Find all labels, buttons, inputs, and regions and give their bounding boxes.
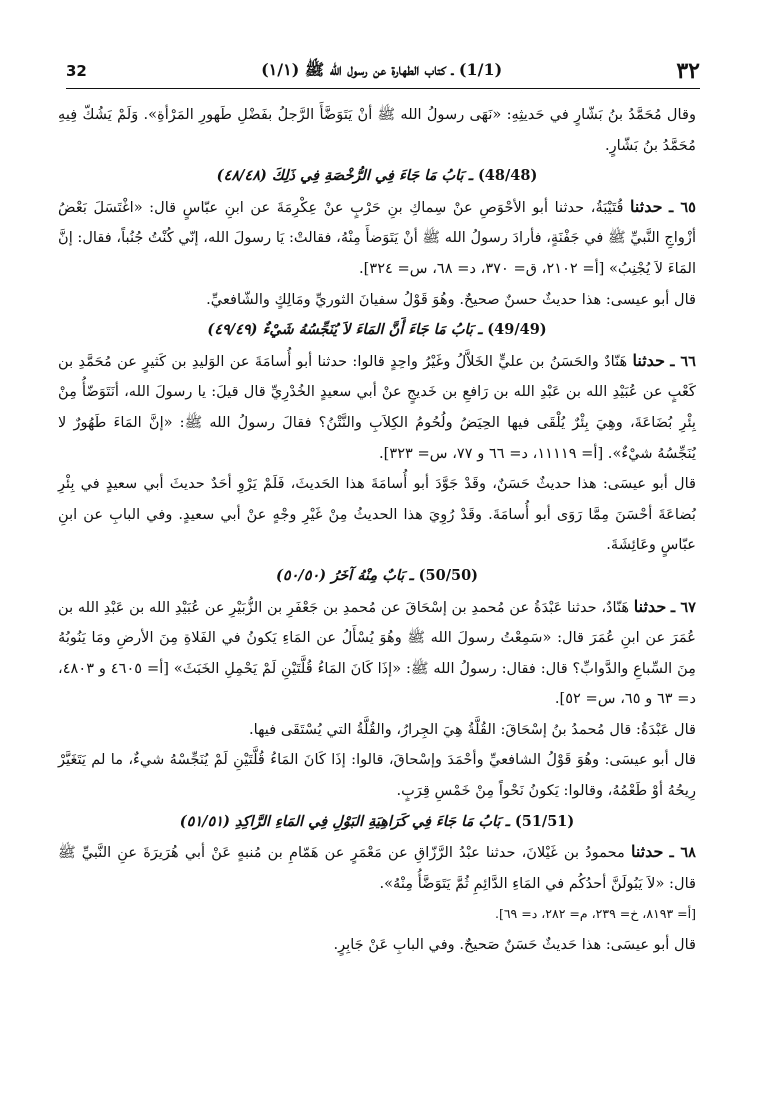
hadith-lead-word: حدثنا (632, 350, 665, 370)
chapter-heading (58, 161, 696, 192)
chapter-title: ـ بَابُ مَا جَاءَ أَنَّ المَاءَ لاَ يُنَجِّسُهُ شَيْءٌ (٤٩/٤٩) (207, 321, 483, 339)
chapter-number-latin: (51/51) (514, 812, 575, 830)
commentary-paragraph: قال أبو عيسَى: وهُوَ قَوْلُ الشافعيِّ وأحْمَدَ وإسْحاقَ، قالوا: إذَا كَانَ المَاءُ قُلَّتَيْنِ لَمْ يُنَجِّسْهُ شيءٌ، ما لم يَتَغَيَّرْ رِيحُهُ أوْ طَعْمُهُ، وقالوا: يَكونُ نَحْواً مِنْ خَمْسِ قِرَبٍ. (58, 751, 696, 800)
hadith-lead-word: حدثنا (633, 596, 667, 616)
hadith-number: ٦٧ ـ (670, 598, 696, 616)
chapter-heading (58, 315, 696, 346)
hadith-paragraph (58, 837, 696, 899)
hadith-paragraph (58, 346, 696, 469)
hadith-text: هَنّادٌ والحَسَنُ بن عليٍّ الخَلاَّلُ وغَيْرُ واحِدٍ قالوا: حدثنا أبو أُسامَةَ عن الوَليدِ بن كَثيرٍ عن مُحَمَّدِ بن كَعْبٍ عن عُبَيْدِ الله بن عَبْدِ الله بن رَافعِ بن خَديجٍ عنْ أبي سعيدٍ الخُدْرِيِّ قال قيلَ: يا رسولَ الله، أنَتَوَضّأُ مِنْ بِئْرِ بُضَاعَةَ، وهِيَ بِئْرٌ يُلْقَى فيها الحِيَضُ ولُحُومُ الكِلاَبِ والنَّتْنُ؟ فقالَ رسولُ الله ﷺ: «إنَّ المَاءَ طَهُورٌ لا يُنَجِّسُهُ شيْءٌ». [أ= ١١١١٩، د= ٦٦ و ٧٧، س= ٣٢٣]. (58, 352, 696, 462)
page-body (58, 100, 696, 1081)
chapter-number-latin: (49/49) (487, 321, 547, 339)
commentary-paragraph: قال أبو عيسَى: هذا حَديثٌ حَسَنٌ صَحيحٌ. وفي البابِ عَنْ جَابِرٍ. (333, 936, 696, 954)
hadith-lead-word: حدثنا (630, 842, 664, 862)
commentary-paragraph: قال أبو عيسى: هذا حديثٌ حسنٌ صحيحٌ. وهُوَ قَوْلُ سفيانَ الثوريِّ ومَالِكٍ والشّافعيِّ. (206, 290, 696, 308)
hadith-number: ٦٦ ـ (670, 352, 697, 370)
chapter-title: ـ بَابٌ مِنْهُ آخَرُ (٥٠/٥٠) (275, 566, 414, 584)
running-title: (1/1) ـ كتاب الطهارة عن رسول الله ﷺ (١/١) (261, 59, 503, 79)
reference-line: [أ= ٨١٩٣، خ= ٢٣٩، م= ٢٨٢، د= ٦٩]. (494, 906, 696, 922)
chapter-title: ـ بَابُ مَا جَاءَ فِي الرُّخْصَةِ فِي ذَلِكَ (٤٨/٤٨) (216, 167, 473, 185)
paragraph: وقال مُحَمَّدُ بنُ بَشّارٍ في حَديثِهِ: «نَهَى رسولُ الله ﷺ أنْ يَتَوَضَّأَ الرَّجلُ بفَضْلِ طَهورِ المَرْأةِ». وَلَمْ يَشُكّ فِيهِ مُحَمَّدُ بنُ بَشّارٍ. (58, 106, 696, 154)
hadith-paragraph (58, 192, 696, 285)
chapter-number-latin: (50/50) (418, 566, 479, 584)
chapter-title: ـ بَابُ مَا جَاءَ فِي كَرَاهِيَةِ البَوْلِ فِي المَاءِ الرَّاكِدِ (٥١/٥١) (179, 812, 510, 830)
hadith-text: محمودُ بن غَيْلانَ، حدثنا عبْدُ الرَّزّاقِ عن مَعْمَرٍ عن هَمّامِ بن مُنبهٍ عَنْ أبي هُرَيرَةَ عنِ النَّبيِّ ﷺ قال: «لاَ يَبُولَنَّ أحدُكُم في المَاءِ الدَّائِمِ ثُمَّ يَتَوَضَّأُ مِنْهُ». (58, 844, 696, 892)
chapter-heading (58, 561, 696, 592)
chapter-number-latin: (48/48) (477, 167, 538, 185)
commentary-paragraph: قال عَبْدَةُ: قال مُحمدُ بنُ إسْحَاقَ: القُلَّةُ هِيَ الجِرارُ، والقُلَّةُ التي يُسْتَقَى فيها. (248, 720, 696, 738)
page-number-latin: 32 (66, 62, 87, 80)
commentary-paragraph: قال أبو عيسَى: هذا حديثٌ حَسَنٌ، وقَدْ جَوَّدَ أبو أُسامَةَ هذا الحَديثَ، فَلَمْ يَرْوِ أحَدٌ حديثَ أبي سعيدٍ في بِئْرِ بُضاعَةَ أحْسَنَ مِمَّا رَوَى أبو أُسامَةَ. وقَدْ رُوِيَ هذا الحديثُ مِنْ غَيْرِ وجْهٍ عنْ أبي سعيدٍ. وفي البابِ عن ابنِ عبّاسٍ وعَائِشَةَ. (58, 475, 696, 554)
page-header (66, 54, 700, 89)
hadith-text: هَنّادٌ، حدثنا عَبْدَةُ عن مُحمدِ بن إسْحَاقَ عن مُحمدِ بن جَعْفَرِ بن الزُّبَيْرِ عن عُبَيْدِ الله بن عَبْدِ الله بن عُمَرَ عن ابنِ عُمَرَ قال: «سَمِعْتُ رسولَ الله ﷺ وهُوَ يُسْأَلُ عن المَاءِ يَكونُ في الفَلاةِ مِنَ الأرضِ ومَا يَنُوبُهُ مِنَ السِّباعِ والدَّوابِّ؟ قال: فقال: رسولُ الله ﷺ: «إذَا كَانَ المَاءُ قُلَّتَيْنِ لَمْ يَحْمِلِ الخَبَثَ» [أ= ٤٦٠٥ و ٤٨٠٣، د= ٦٣ و ٦٥، س= ٥٢]. (58, 598, 696, 708)
hadith-number: ٦٥ ـ (669, 198, 697, 216)
hadith-paragraph (58, 592, 696, 715)
page-number-arabic: ٣٢ (676, 58, 700, 84)
hadith-number: ٦٨ ـ (669, 844, 697, 862)
hadith-text: قُتَيْبَةُ، حدثنا أبو الأحْوَصِ عنْ سِماكِ بنِ حَرْبٍ عنْ عِكْرِمَةَ عن ابنِ عبّاسٍ قال: «اغْتَسَلَ بَعْضُ أزْواجِ النَّبيِّ ﷺ في جَفْنَةٍ، فأرادَ رسولُ الله ﷺ أنْ يَتَوَضأَ مِنْهُ، فقالتْ: يَا رسولَ الله، إنّي كُنْتُ جُنُباً، فقال: إنَّ المَاءَ لاَ يُجْنِبُ» [أ= ٢١٠٢، ق= ٣٧٠، د= ٦٨، س= ٣٢٤]. (58, 198, 696, 277)
chapter-heading (58, 807, 696, 838)
hadith-lead-word: حدثنا (630, 196, 663, 216)
